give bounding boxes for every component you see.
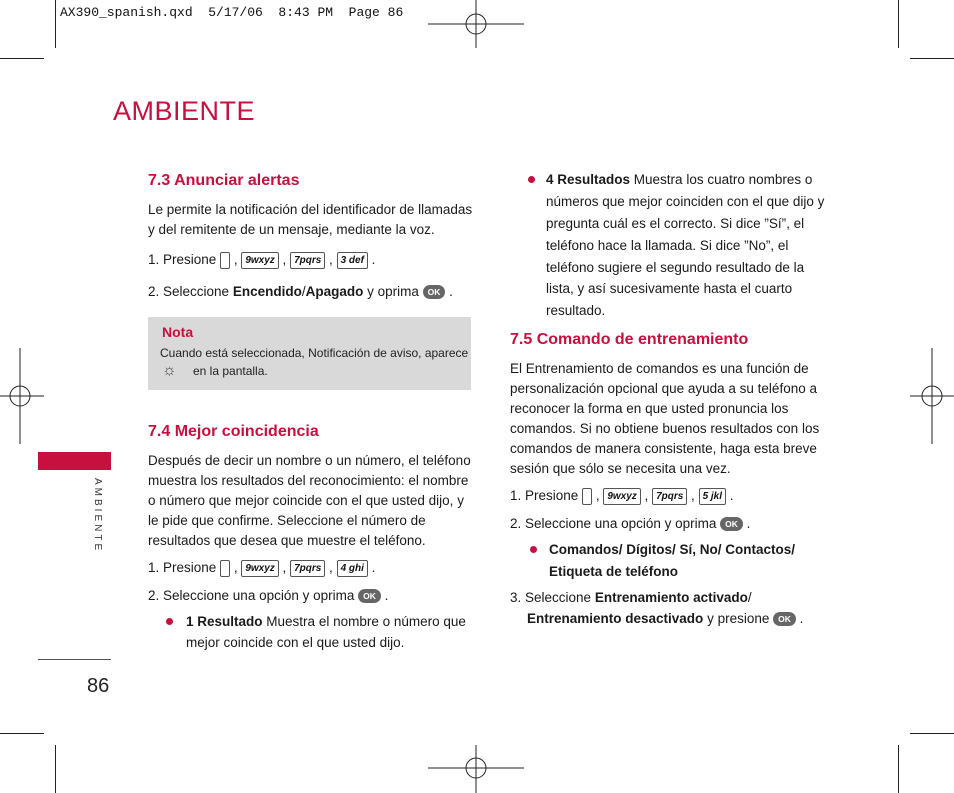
b4-line-1 [546, 170, 812, 190]
s75-step-2: 2. Seleccione una opción y oprima OK . [510, 516, 751, 531]
ok-key-icon: OK [720, 517, 743, 531]
option-4-resultados: 4 Resultados [546, 172, 631, 187]
s73-step1-label: 1. Presione [148, 252, 217, 267]
option-apagado: Apagado [305, 284, 364, 299]
section-7-3-heading: 7.3 Anunciar alertas [148, 172, 300, 189]
option-entrenamiento-desactivado: Entrenamiento desactivado [527, 611, 704, 626]
s74-step-2: 2. Seleccione una opción y oprima OK . [148, 588, 389, 603]
s73-body-1: Le permite la notificación del identificador de llamadas [148, 202, 473, 217]
menu-key-icon [220, 560, 230, 577]
s74-bullet-text: Muestra el nombre o número que [266, 614, 466, 629]
s75-line-3: reconocer la forma en que usted pronuncia los [510, 401, 789, 416]
s74-step2-text: 2. Seleccione una opción y oprima [148, 588, 355, 603]
s74-bullet-1-line2: mejor coincide con el que usted dijo. [186, 635, 405, 650]
bullet [528, 176, 535, 183]
s74-step1-label: 1. Presione [148, 560, 217, 575]
option-entrenamiento-activado: Entrenamiento activado [594, 590, 748, 605]
key-9-icon: 9wxyz [603, 488, 640, 505]
key-7-icon: 7pqrs [290, 252, 325, 269]
s75-step1-label: 1. Presione [510, 488, 579, 503]
s73-step-1: 1. Presione , 9wxyz , 7pqrs , 3 def . [148, 252, 376, 267]
key-4-icon: 4 ghi [337, 560, 368, 577]
key-7-icon: 7pqrs [652, 488, 687, 505]
s75-step-3: 3. Seleccione Entrenamiento activado/ [510, 590, 752, 605]
s73-step2-tail: y oprima [367, 284, 419, 299]
s75-step3-text: 3. Seleccione [510, 590, 592, 605]
s74-line-3: o número que mejor coincide con el que usted dijo, y [148, 493, 464, 508]
s73-step2-text: 2. Seleccione [148, 284, 230, 299]
b4-line-6: lista, y así sucesivamente hasta el cuarto [546, 281, 793, 296]
s73-body-2: y del remitente de un mensaje, mediante la voz. [148, 222, 435, 237]
s75-step-1: 1. Presione , 9wxyz , 7pqrs , 5 jkl . [510, 488, 734, 503]
s75-line-6: sesión que sólo se necesita una vez. [510, 461, 731, 476]
side-label: AMBIENTE [92, 478, 103, 554]
key-9-icon: 9wxyz [241, 252, 278, 269]
s74-step-1: 1. Presione , 9wxyz , 7pqrs , 4 ghi . [148, 560, 376, 575]
s74-line-4: le pide que confirme. Seleccione el número de [148, 513, 426, 528]
footer-rule [38, 659, 111, 660]
key-3-icon: 3 def [337, 252, 368, 269]
ok-key-icon: OK [773, 612, 796, 626]
s75-options-line2: Etiqueta de teléfono [549, 564, 679, 579]
b4-text: Muestra los cuatro nombres o [633, 172, 813, 187]
bullet [166, 618, 173, 625]
option-1-resultado: 1 Resultado [186, 614, 263, 629]
sidebar-accent-bar [38, 452, 111, 470]
menu-key-icon [582, 488, 592, 505]
section-7-4-heading: 7.4 Mejor coincidencia [148, 423, 319, 440]
ok-key-icon: OK [423, 285, 446, 299]
ok-key-icon: OK [358, 589, 381, 603]
print-slug: AX390_spanish.qxd 5/17/06 8:43 PM Page 86 [60, 5, 404, 20]
page-title: AMBIENTE [113, 96, 256, 126]
s75-line-4: comandos. Si no obtiene buenos resultados con los [510, 421, 820, 436]
key-9-icon: 9wxyz [241, 560, 278, 577]
s75-step2-text: 2. Seleccione una opción y oprima [510, 516, 717, 531]
s75-options-line1: Comandos/ Dígitos/ Sí, No/ Contactos/ [549, 542, 796, 557]
s73-step-2: 2. Seleccione Encendido/Apagado y oprima OK . [148, 284, 453, 299]
bullet [530, 546, 537, 553]
s75-step-3-line2: Entrenamiento desactivado y presione OK . [527, 611, 804, 626]
menu-key-icon [220, 252, 230, 269]
s75-line-5: comandos de manera consistente, haga esta breve [510, 441, 817, 456]
section-7-5-heading: 7.5 Comando de entrenamiento [510, 331, 749, 348]
b4-line-2: números que mejor coinciden con el que dijo y [546, 194, 825, 209]
note-line-1: Cuando está seleccionada, Notificación de aviso, aparece [160, 346, 469, 360]
s75-step3-tail: y presione [707, 611, 770, 626]
note-title: Nota [162, 324, 194, 340]
note-line-2: en la pantalla. [193, 364, 268, 378]
key-7-icon: 7pqrs [290, 560, 325, 577]
page-number: 86 [87, 675, 110, 697]
s74-line-2: muestra los resultados del reconocimiento: el nombre [148, 473, 469, 488]
s74-bullet-1-line1 [186, 612, 466, 632]
key-5-icon: 5 jkl [699, 488, 726, 505]
s74-line-5: resultados que desea que muestre el teléfono. [148, 533, 426, 548]
b4-line-5: teléfono sugiere el segundo resultado de la [546, 260, 805, 275]
voice-notify-icon: ☼ [162, 362, 177, 379]
b4-line-3: pregunta cuál es el correcto. Si dice ”Sí”, el [546, 216, 805, 231]
b4-line-7: resultado. [546, 303, 606, 318]
option-encendido: Encendido [232, 284, 302, 299]
s75-line-2: personalización opcional que ayuda a su teléfono a [510, 381, 817, 396]
s75-line-1: El Entrenamiento de comandos es una función de [510, 361, 809, 376]
s74-line-1: Después de decir un nombre o un número, el teléfono [148, 453, 471, 468]
note-box [148, 317, 471, 390]
b4-line-4: teléfono hace la llamada. Si dice ”No”, el [546, 238, 789, 253]
